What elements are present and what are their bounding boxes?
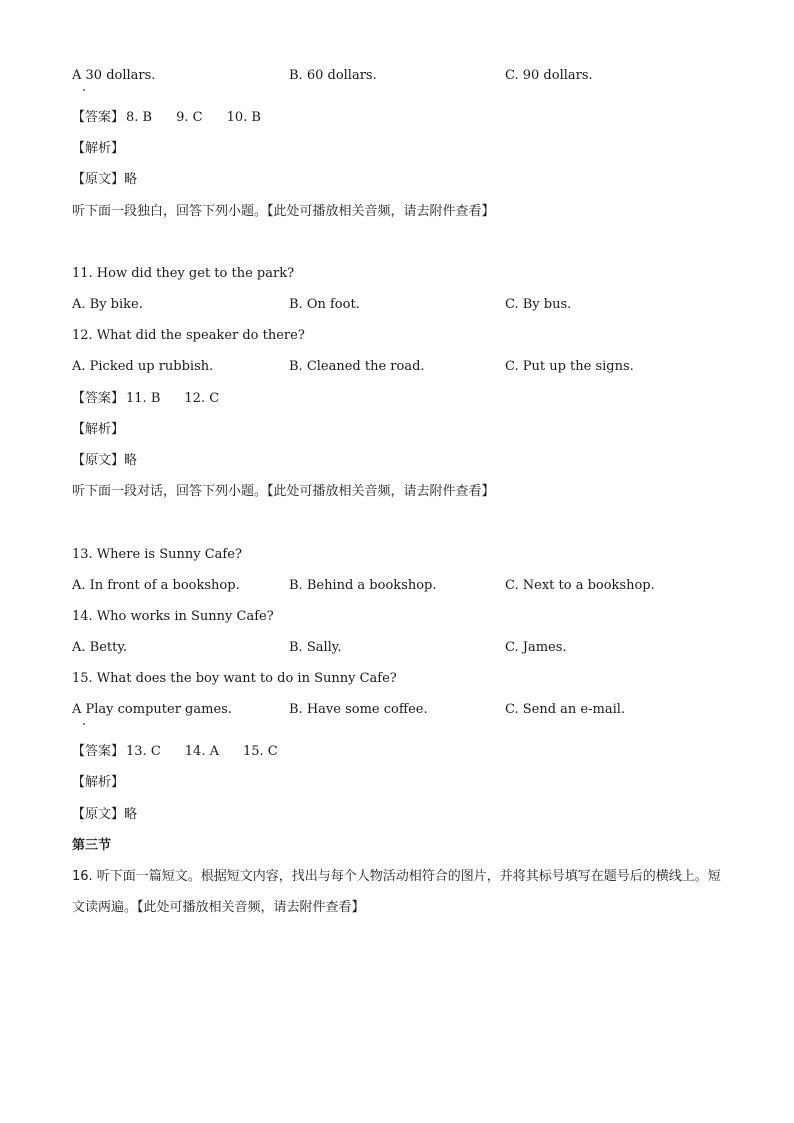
q11-option-b: B. On foot. — [289, 297, 360, 312]
original-line-1 — [72, 171, 137, 189]
answer-item: 15. C — [242, 744, 278, 759]
original-tag: 【原文】 — [72, 807, 125, 822]
q10-option-c: C. 90 dollars. — [505, 68, 593, 83]
q13-option-c: C. Next to a bookshop. — [505, 578, 655, 593]
q12-question: 12. What did the speaker do there? — [72, 328, 305, 343]
answer-item: 14. A — [184, 744, 219, 759]
analysis-tag: 【解析】 — [72, 141, 125, 156]
q14-option-c: C. James. — [505, 640, 567, 655]
original-line-3 — [72, 806, 137, 824]
original-line-2 — [72, 452, 137, 470]
q14-option-a: A. Betty. — [72, 640, 128, 655]
q12-option-a: A. Picked up rubbish. — [72, 359, 214, 374]
q14-option-b: B. Sally. — [289, 640, 342, 655]
q15-option-b: B. Have some coffee. — [289, 702, 428, 717]
original-value: 略 — [124, 453, 138, 468]
q11-option-c: C. By bus. — [505, 297, 572, 312]
answer-item: 8. B — [126, 110, 153, 125]
q15-question: 15. What does the boy want to do in Sunny Cafe? — [72, 671, 397, 686]
q15-option-c: C. Send an e-mail. — [505, 702, 626, 717]
instruction-1: 听下面一段独白，回答下列小题。【此处可播放相关音频，请去附件查看】 — [72, 204, 495, 219]
instruction-2: 听下面一段对话，回答下列小题。【此处可播放相关音频，请去附件查看】 — [72, 484, 495, 499]
q12-option-b: B. Cleaned the road. — [289, 359, 425, 374]
answer-item: 11. B — [126, 391, 161, 406]
answer-tag: 【答案】 — [72, 110, 125, 125]
original-value: 略 — [124, 807, 138, 822]
original-value: 略 — [124, 172, 138, 187]
q10-option-a: A 30 dollars. — [72, 68, 156, 83]
section-title: 第三节 — [72, 838, 112, 853]
q13-option-a: A. In front of a bookshop. — [72, 578, 240, 593]
q13-question: 13. Where is Sunny Cafe? — [72, 547, 242, 562]
analysis-tag: 【解析】 — [72, 775, 125, 790]
q15-option-a: A Play computer games. — [72, 702, 232, 717]
mark-dot — [83, 723, 85, 725]
answer-line-3 — [72, 743, 278, 761]
analysis-tag: 【解析】 — [72, 422, 125, 437]
answer-tag: 【答案】 — [72, 744, 125, 759]
q11-option-a: A. By bike. — [72, 297, 143, 312]
q10-option-b: B. 60 dollars. — [289, 68, 377, 83]
answer-item: 13. C — [126, 744, 161, 759]
q14-question: 14. Who works in Sunny Cafe? — [72, 609, 274, 624]
q12-option-c: C. Put up the signs. — [505, 359, 634, 374]
answer-item: 9. C — [176, 110, 203, 125]
answer-tag: 【答案】 — [72, 391, 125, 406]
answer-line-1 — [72, 109, 261, 127]
answer-item: 12. C — [184, 391, 220, 406]
q11-question: 11. How did they get to the park? — [72, 266, 295, 281]
answer-line-2 — [72, 390, 219, 408]
original-tag: 【原文】 — [72, 453, 125, 468]
q16-instruction: 16. 听下面一篇短文。根据短文内容，找出与每个人物活动相符合的图片，并将其标号填写在题号后的横线上。短文读两遍。【此处可播放相关音频，请去附件查看】 — [72, 869, 721, 915]
original-tag: 【原文】 — [72, 172, 125, 187]
q13-option-b: B. Behind a bookshop. — [289, 578, 437, 593]
mark-dot — [83, 89, 85, 91]
answer-item: 10. B — [226, 110, 261, 125]
